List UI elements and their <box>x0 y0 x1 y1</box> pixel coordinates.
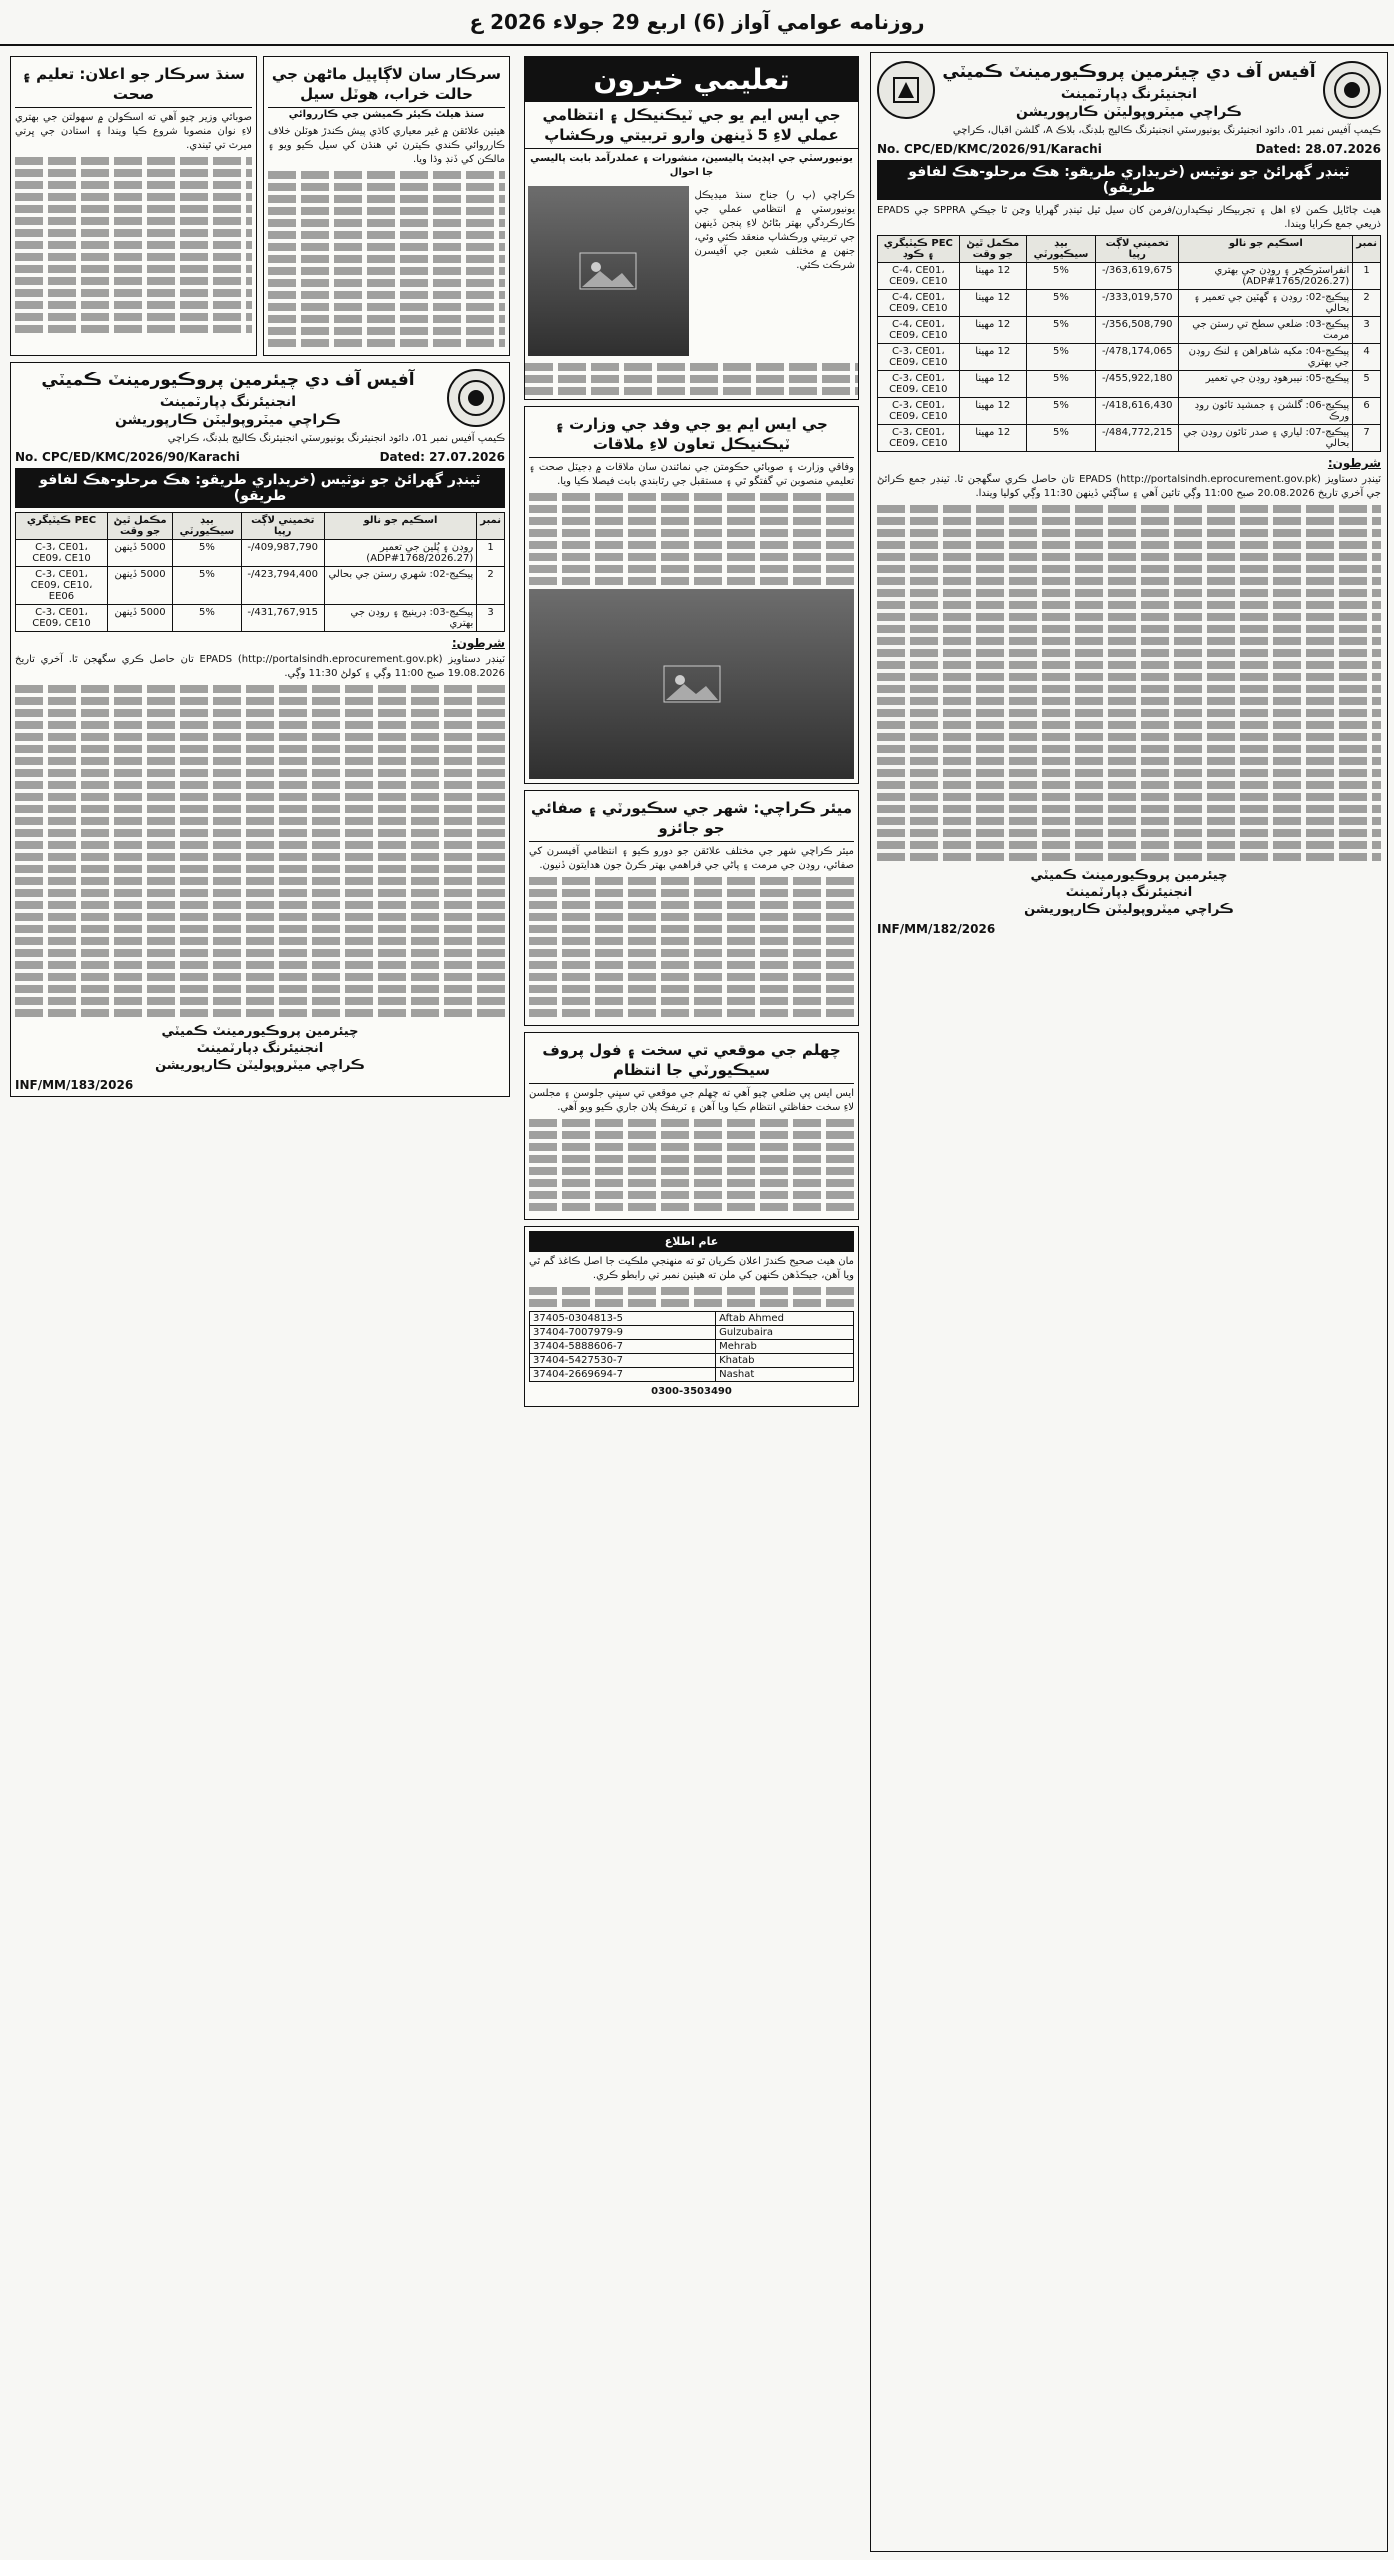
table-row <box>16 567 505 605</box>
table-header-cell: PEC ڪيٽيگري <box>16 513 108 540</box>
table-header-cell: تخميني لاڳت رپيا <box>1096 236 1179 263</box>
left-box-text: صوبائي وزير چيو آهي ته اسڪولن ۾ سهولتن جي بهتري لاءِ نوان منصوبا شروع ڪيا ويندا ۽ استادن جي ڀرتي ميرٽ تي ٿيندي. <box>15 112 252 151</box>
table-header-cell: اسڪيم جو نالو <box>1179 236 1353 263</box>
tender-notice-right <box>870 52 1388 2552</box>
cell-cost: 418,616,430/- <box>1096 398 1179 425</box>
cell-work: پيڪيج-06: گلشن ۽ جمشيد ٽائون روڊ ورڪ <box>1179 398 1353 425</box>
cnic-row <box>530 1368 854 1382</box>
news-column-middle <box>520 52 863 2552</box>
left-column <box>6 52 514 2552</box>
left-tender-table <box>15 512 505 632</box>
cell-no: 6 <box>1353 398 1381 425</box>
cell-pec: C-4، CE01، CE09، CE10 <box>878 263 960 290</box>
news-photo-2 <box>529 589 854 779</box>
cell-time: 5000 ڏينهن <box>107 567 172 605</box>
cell-time: 5000 ڏينهن <box>107 540 172 567</box>
cell-security: 5% <box>1026 398 1095 425</box>
cell-no: 3 <box>477 605 505 632</box>
cnic-number: 37404-7007979-9 <box>530 1326 716 1340</box>
headline-4: چهلم جي موقعي تي سخت ۽ فول پروف سيڪيورٽي جا انتظام <box>529 1037 854 1084</box>
cell-time: 12 مهينا <box>959 290 1026 317</box>
subheadline-1: يونيورسٽي جي اپڊيٽ پاليسين، منشورات ۽ عملدرآمد بابت پاليسي جا احوال <box>530 153 853 178</box>
cell-time: 12 مهينا <box>959 344 1026 371</box>
notice-title-2: انجنيئرنگ ڊپارٽمينٽ <box>1060 86 1198 102</box>
cell-security: 5% <box>1026 371 1095 398</box>
table-row <box>878 425 1381 452</box>
cnic-number: 37405-0304813-5 <box>530 1312 716 1326</box>
cell-cost: 409,987,790/- <box>241 540 324 567</box>
cell-pec: C-3، CE01، CE09، CE10 <box>878 344 960 371</box>
table-header-cell: بيڊ سيڪيورٽي <box>173 513 241 540</box>
headline-1: جي ايس ايم يو جي ٽيڪنيڪل ۽ انتظامي عملي لاءِ 5 ڏينهن وارو تربيتي ورڪشاپ <box>525 102 858 149</box>
kmc-logo-icon <box>447 369 505 427</box>
cell-cost: 363,619,675/- <box>1096 263 1179 290</box>
table-row <box>878 317 1381 344</box>
cnic-name: Khatab <box>716 1354 854 1368</box>
left-notice-date: Dated: 27.07.2026 <box>379 450 505 464</box>
table-header-cell: تخميني لاڳت رپيا <box>241 513 324 540</box>
left-signature-1: چيئرمين پروڪيورمينٽ ڪميٽي <box>161 1024 359 1039</box>
table-header-cell: مڪمل ٿيڻ جو وقت <box>959 236 1026 263</box>
cell-work: روڊن ۽ پُلين جي تعمير (ADP#1768/2026.27) <box>324 540 477 567</box>
cell-security: 5% <box>173 540 241 567</box>
cell-no: 4 <box>1353 344 1381 371</box>
tender-notice-left <box>10 362 510 1097</box>
cell-work: انفراسٽرڪچر ۽ روڊن جي بهتري (ADP#1765/2026.27) <box>1179 263 1353 290</box>
cell-pec: C-3، CE01، CE09، CE10، EE06 <box>16 567 108 605</box>
terms-title: شرطون: <box>1327 456 1381 470</box>
table-row <box>878 398 1381 425</box>
cell-security: 5% <box>1026 425 1095 452</box>
left-story: هيٺين علائقن ۾ غير معياري کاڌي پيش ڪندڙ هوٽلن خلاف ڪارروائي ڪندي ڪيترن ئي هنڌن کي سيل ڪيو ويو ۽ مالڪن کي ڏنڊ وڌا ويا. <box>268 126 505 165</box>
cell-pec: C-3، CE01، CE09، CE10 <box>16 540 108 567</box>
cnic-table <box>529 1311 854 1382</box>
cnic-row <box>530 1326 854 1340</box>
cnic-number: 37404-5888606-7 <box>530 1340 716 1354</box>
cnic-name: Aftab Ahmed <box>716 1312 854 1326</box>
cnic-row <box>530 1340 854 1354</box>
cell-time: 12 مهينا <box>959 425 1026 452</box>
story-2: وفاقي وزارت ۽ صوبائي حڪومتن جي نمائندن سان ملاقات ۾ ڊجيٽل صحت ۽ تعليمي منصوبن تي گفتگو ٿي ۽ مستقبل جي رٿابندي بابت فيصلا ڪيا ويا. <box>529 462 854 487</box>
cell-cost: 455,922,180/- <box>1096 371 1179 398</box>
left-terms-text: ٽينڊر دستاويز EPADS (http://portalsindh.eprocurement.gov.pk) تان حاصل ڪري سگهجن ٿا. آخري تاريخ 19.08.2026 صبح 11:00 وڳي ۽ کولڻ 11:30 وڳي. <box>15 654 505 679</box>
cell-security: 5% <box>1026 263 1095 290</box>
public-notice-text: مان هيٺ صحيح ڪندڙ اعلان ڪريان ٿو ته منهنجي ملڪيت جا اصل ڪاغذ گم ٿي ويا آهن، جيڪڏهن ڪنهن کي ملن ته هيٺين نمبر تي رابطو ڪري. <box>529 1256 854 1281</box>
table-row <box>16 540 505 567</box>
cell-cost: 356,508,790/- <box>1096 317 1179 344</box>
cell-work: پيڪيج-03: ڊرينيج ۽ روڊن جي بهتري <box>324 605 477 632</box>
masthead: روزنامه عوامي آواز (6) اربع 29 جولاء 2026 ع <box>0 0 1394 46</box>
cell-security: 5% <box>173 567 241 605</box>
signature-line-2: انجنيئرنگ ڊپارٽمينٽ <box>1065 885 1193 900</box>
table-header-cell: اسڪيم جو نالو <box>324 513 477 540</box>
table-header-cell: نمبر <box>1353 236 1381 263</box>
notice-header <box>877 59 1381 121</box>
public-notice-title: عام اطلاع <box>529 1231 854 1252</box>
cell-no: 2 <box>1353 290 1381 317</box>
footer-ref: INF/MM/182/2026 <box>877 922 996 936</box>
table-row <box>878 263 1381 290</box>
cell-cost: 431,767,915/- <box>241 605 324 632</box>
table-row <box>878 290 1381 317</box>
left-notice-title-1: آفيس آف دي چيئرمين پروڪيورمينٽ ڪميٽي <box>41 370 415 390</box>
left-notice-banner: ٽينڊر گهرائڻ جو نوٽيس (خريداري طريقو: هڪ مرحلو-هڪ لفافو طريقو) <box>15 468 505 508</box>
cnic-name: Nashat <box>716 1368 854 1382</box>
cell-pec: C-3، CE01، CE09، CE10 <box>878 371 960 398</box>
left-signature-2: انجنيئرنگ ڊپارٽمينٽ <box>196 1041 324 1056</box>
cell-no: 5 <box>1353 371 1381 398</box>
notice-date: Dated: 28.07.2026 <box>1255 142 1381 156</box>
cell-work: پيڪيج-03: ضلعي سطح تي رستن جي مرمت <box>1179 317 1353 344</box>
cell-pec: C-4، CE01، CE09، CE10 <box>878 317 960 344</box>
cell-work: پيڪيج-02: شهري رستن جي بحالي <box>324 567 477 605</box>
cell-security: 5% <box>1026 317 1095 344</box>
cell-pec: C-3، CE01، CE09، CE10 <box>878 425 960 452</box>
emblem-icon <box>877 61 935 119</box>
education-news-banner: تعليمي خبرون <box>525 57 858 102</box>
notice-address: ڪيمپ آفيس نمبر 01، دائود انجنيئرنگ يونيورسٽي انجنيئرنگ ڪاليج بلڊنگ، بلاڪ A، گلشن اقبال، ڪراچي <box>952 125 1381 136</box>
cell-time: 12 مهينا <box>959 398 1026 425</box>
cnic-number: 37404-2669694-7 <box>530 1368 716 1382</box>
cell-work: پيڪيج-02: روڊن ۽ گهٽين جي تعمير ۽ بحالي <box>1179 290 1353 317</box>
cell-work: پيڪيج-05: نيبرهوڊ روڊن جي تعمير <box>1179 371 1353 398</box>
cell-security: 5% <box>1026 290 1095 317</box>
cell-pec: C-3، CE01، CE09، CE10 <box>878 398 960 425</box>
headline-2: جي ايس ايم يو جي وفد جي وزارت ۽ ٽيڪنيڪل تعاون لاءِ ملاقات <box>529 411 854 458</box>
notice-ref: No. CPC/ED/KMC/2026/91/Karachi <box>877 142 1102 156</box>
cell-no: 7 <box>1353 425 1381 452</box>
notice-title-3: ڪراچي ميٽروپوليٽن ڪارپوريشن <box>1016 104 1242 120</box>
cell-time: 12 مهينا <box>959 263 1026 290</box>
terms-text: ٽينڊر دستاويز EPADS (http://portalsindh.eprocurement.gov.pk) تان حاصل ڪري سگهجن ٿا. ٽينڊر جمع ڪرائڻ جي آخري تاريخ 20.08.2026 صبح 11:00 وڳي تائين آهي ۽ ساڳئي ڏينهن 11:30 وڳي کوليا ويندا. <box>877 474 1381 499</box>
cell-no: 1 <box>1353 263 1381 290</box>
cnic-number: 37404-5427530-7 <box>530 1354 716 1368</box>
cell-cost: 423,794,400/- <box>241 567 324 605</box>
cell-cost: 484,772,215/- <box>1096 425 1179 452</box>
table-row <box>878 371 1381 398</box>
left-signature-3: ڪراچي ميٽروپوليٽن ڪارپوريشن <box>155 1058 365 1073</box>
cell-pec: C-4، CE01، CE09، CE10 <box>878 290 960 317</box>
left-terms-title: شرطون: <box>451 636 505 650</box>
left-headline-b: سنڌ هيلٿ ڪيئر ڪميشن جي ڪارروائي <box>288 109 485 120</box>
cell-cost: 333,019,570/- <box>1096 290 1179 317</box>
left-footer-ref: INF/MM/183/2026 <box>15 1078 134 1092</box>
cell-no: 3 <box>1353 317 1381 344</box>
left-headline-a: سرڪار سان لاڳاپيل ماڻهن جي حالت خراب، هوٽل سيل <box>268 61 505 108</box>
table-header-cell: بيڊ سيڪيورٽي <box>1026 236 1095 263</box>
left-notice-ref: No. CPC/ED/KMC/2026/90/Karachi <box>15 450 240 464</box>
cnic-name: Mehrab <box>716 1340 854 1354</box>
signature-line-3: ڪراچي ميٽروپوليٽن ڪارپوريشن <box>1024 902 1234 917</box>
cell-no: 2 <box>477 567 505 605</box>
table-row <box>878 344 1381 371</box>
story-1: ڪراچي (پ ر) جناح سنڌ ميڊيڪل يونيورسٽي ۾ انتظامي عملي جي ڪارڪردگي بهتر بڻائڻ لاءِ پنجن ڏينهن جي تربيتي ورڪشاپ منعقد ڪئي وئي، جنهن ۾ مختلف شعبن جي آفيسرن شرڪت ڪئي. <box>694 190 855 271</box>
cell-no: 1 <box>477 540 505 567</box>
headline-3: ميئر ڪراچي: شهر جي سڪيورٽي ۽ صفائي جو جائزو <box>529 795 854 842</box>
table-row <box>16 605 505 632</box>
notice-title-1: آفيس آف دي چيئرمين پروڪيورمينٽ ڪميٽي <box>942 62 1316 82</box>
tender-table <box>877 235 1381 452</box>
cell-work: پيڪيج-07: لياري ۽ صدر ٽائون روڊن جي بحالي <box>1179 425 1353 452</box>
cnic-row <box>530 1312 854 1326</box>
news-photo-1 <box>528 186 689 356</box>
table-header-cell: PEC ڪيٽيگري ۽ ڪوڊ <box>878 236 960 263</box>
signature-line-1: چيئرمين پروڪيورمينٽ ڪميٽي <box>1030 868 1228 883</box>
cell-security: 5% <box>1026 344 1095 371</box>
cell-pec: C-3، CE01، CE09، CE10 <box>16 605 108 632</box>
left-notice-title-2: انجنيئرنگ ڊپارٽمينٽ <box>159 394 297 410</box>
cell-security: 5% <box>173 605 241 632</box>
cell-time: 5000 ڏينهن <box>107 605 172 632</box>
left-box-title: سنڌ سرڪار جو اعلان: تعليم ۽ صحت <box>15 61 252 108</box>
table-header-cell: مڪمل ٿيڻ جو وقت <box>107 513 172 540</box>
cnic-name: Gulzubaira <box>716 1326 854 1340</box>
cell-work: پيڪيج-04: مکيه شاهراهن ۽ لنڪ روڊن جي بهتري <box>1179 344 1353 371</box>
cell-time: 12 مهينا <box>959 371 1026 398</box>
notice-banner: ٽينڊر گهرائڻ جو نوٽيس (خريداري طريقو: هڪ مرحلو-هڪ لفافو طريقو) <box>877 160 1381 200</box>
cell-time: 12 مهينا <box>959 317 1026 344</box>
cell-cost: 478,174,065/- <box>1096 344 1179 371</box>
notice-intro: هيٺ ڄاڻايل ڪمن لاءِ اهل ۽ تجربيڪار ٺيڪيدارن/فرمن کان سيل ٿيل ٽينڊر گهرايا وڃن ٿا جيڪي SPPRA جي EPADS ذريعي جمع ڪرايا ويندا. <box>877 205 1382 230</box>
contact-number: 0300-3503490 <box>651 1386 732 1397</box>
table-header-cell: نمبر <box>477 513 505 540</box>
left-notice-title-3: ڪراچي ميٽروپوليٽن ڪارپوريشن <box>115 412 341 428</box>
left-notice-address: ڪيمپ آفيس نمبر 01، دائود انجنيئرنگ يونيورسٽي انجنيئرنگ ڪاليج بلڊنگ، ڪراچي <box>167 433 505 444</box>
kmc-logo-icon <box>1323 61 1381 119</box>
cnic-row <box>530 1354 854 1368</box>
story-3: ميئر ڪراچي شهر جي مختلف علائقن جو دورو ڪيو ۽ انتظامي آفيسرن کي صفائي، روڊن جي مرمت ۽ پاڻي جي فراهمي بهتر ڪرڻ جون هدايتون ڏنيون. <box>529 846 854 871</box>
story-4: ايس ايس پي ضلعي چيو آهي ته چهلم جي موقعي تي سڀني جلوسن ۽ مجلسن لاءِ سخت حفاظتي انتظام ڪيا ويا آهن ۽ ٽريفڪ پلان جاري ڪيو ويو آهي. <box>529 1088 854 1113</box>
